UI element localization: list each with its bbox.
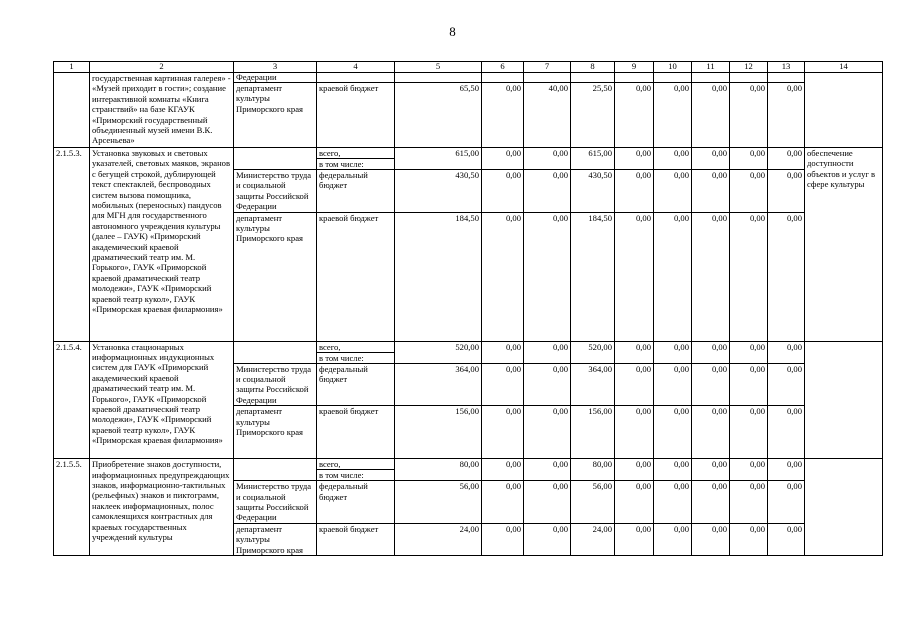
value-cell: 0,00: [768, 406, 805, 459]
page-number: 8: [449, 24, 456, 39]
column-number-row: [54, 62, 883, 73]
value-cell: 0,00: [615, 406, 654, 459]
value-cell: 0,00: [482, 341, 524, 363]
value-cell: 25,50: [571, 83, 615, 148]
value-cell: 0,00: [692, 83, 730, 148]
value-cell: [482, 73, 524, 83]
value-cell: 0,00: [654, 459, 692, 481]
value-cell: 0,00: [615, 459, 654, 481]
value-cell: 0,00: [768, 459, 805, 481]
value-cell: 0,00: [692, 363, 730, 406]
column-number-cell: 2: [90, 62, 234, 73]
table-body: [54, 62, 883, 556]
value-cell: 615,00: [395, 148, 482, 170]
value-cell: 0,00: [482, 83, 524, 148]
executor-cell: Министерство труда и социальной защиты Российской Федерации: [234, 363, 317, 406]
value-cell: 0,00: [730, 363, 768, 406]
value-cell: 0,00: [482, 406, 524, 459]
value-cell: 0,00: [524, 406, 571, 459]
value-cell: 0,00: [524, 170, 571, 213]
continuation-row: [54, 73, 883, 83]
executor-cell: Министерство труда и социальной защиты Российской Федерации: [234, 170, 317, 213]
executor-cell: [234, 459, 317, 481]
value-cell: 184,50: [571, 212, 615, 341]
value-cell: [615, 73, 654, 83]
result-cell: [805, 341, 883, 459]
value-cell: 0,00: [654, 148, 692, 170]
item-name-cell: Установка стационарных информационных индукционных систем для ГАУК «Приморский академический краевой драматический театр им. М. Горького», ГАУК «Приморской краевой драматический театр молодежи», ГАУК «Приморский краевой театр кукол», ГАУК «Приморская краевая филармония»: [90, 341, 234, 459]
value-cell: 0,00: [768, 341, 805, 363]
column-number-cell: 11: [692, 62, 730, 73]
column-number-cell: 8: [571, 62, 615, 73]
total-label-cell: всего,: [317, 341, 395, 352]
value-cell: 0,00: [730, 83, 768, 148]
value-cell: 0,00: [730, 170, 768, 213]
value-cell: 0,00: [654, 83, 692, 148]
value-cell: 0,00: [730, 459, 768, 481]
value-cell: 80,00: [395, 459, 482, 481]
value-cell: 0,00: [654, 481, 692, 524]
value-cell: 0,00: [768, 523, 805, 555]
value-cell: 430,50: [571, 170, 615, 213]
column-number-cell: 1: [54, 62, 90, 73]
value-cell: 0,00: [482, 523, 524, 555]
value-cell: 40,00: [524, 83, 571, 148]
value-cell: 0,00: [615, 523, 654, 555]
value-cell: 364,00: [395, 363, 482, 406]
value-cell: 0,00: [692, 523, 730, 555]
value-cell: 0,00: [692, 406, 730, 459]
executor-cell: департамент культуры Приморского края: [234, 523, 317, 555]
value-cell: 0,00: [768, 83, 805, 148]
item-total-row: [54, 148, 883, 159]
value-cell: 0,00: [692, 341, 730, 363]
column-number-cell: 12: [730, 62, 768, 73]
value-cell: 0,00: [482, 459, 524, 481]
value-cell: [571, 73, 615, 83]
value-cell: 156,00: [395, 406, 482, 459]
item-name-cell: Установка звуковых и световых указателей, световых маяков, экранов с бегущей строкой, дублирующей текст спектаклей, беспроводных систем вызова помощника, мобильных (переносных) пандусов для МГН для государственного автономного учреждения культуры (далее – ГАУК) «Приморский академический краевой драматический театр им. М. Горького», ГАУК «Приморской краевой драматический театр молодежи», ГАУК «Приморский краевой театр кукол», ГАУК «Приморская краевая филармония»: [90, 148, 234, 342]
value-cell: 0,00: [654, 523, 692, 555]
source-cell: федеральный бюджет: [317, 481, 395, 524]
value-cell: 0,00: [768, 212, 805, 341]
value-cell: 0,00: [692, 481, 730, 524]
executor-cell: департамент культуры Приморского края: [234, 406, 317, 459]
executor-cell: [234, 148, 317, 170]
item-code-cell: 2.1.5.3.: [54, 148, 90, 342]
value-cell: 56,00: [395, 481, 482, 524]
including-label-cell: в том числе:: [317, 159, 395, 170]
value-cell: 0,00: [730, 148, 768, 170]
value-cell: 0,00: [615, 170, 654, 213]
value-cell: 156,00: [571, 406, 615, 459]
value-cell: 24,00: [571, 523, 615, 555]
value-cell: 0,00: [482, 481, 524, 524]
value-cell: 65,50: [395, 83, 482, 148]
value-cell: 364,00: [571, 363, 615, 406]
value-cell: 0,00: [615, 363, 654, 406]
value-cell: [768, 73, 805, 83]
value-cell: 0,00: [524, 363, 571, 406]
total-label-cell: всего,: [317, 148, 395, 159]
item-code-cell: 2.1.5.5.: [54, 459, 90, 556]
result-cell: [805, 73, 883, 148]
value-cell: 0,00: [692, 459, 730, 481]
value-cell: 0,00: [768, 363, 805, 406]
executor-cell: [234, 341, 317, 363]
value-cell: 0,00: [692, 148, 730, 170]
value-cell: 0,00: [768, 148, 805, 170]
column-number-cell: 10: [654, 62, 692, 73]
value-cell: 615,00: [571, 148, 615, 170]
column-number-cell: 3: [234, 62, 317, 73]
value-cell: 184,50: [395, 212, 482, 341]
item-code-cell: 2.1.5.4.: [54, 341, 90, 459]
column-number-cell: 13: [768, 62, 805, 73]
source-cell: [317, 73, 395, 83]
value-cell: 0,00: [692, 212, 730, 341]
value-cell: 24,00: [395, 523, 482, 555]
value-cell: 0,00: [482, 363, 524, 406]
value-cell: 0,00: [482, 170, 524, 213]
item-name-cell: государственная картинная галерея» - «Музей приходит в гости»; создание интерактивной комнаты «Книга странствий» на базе КГАУК «Приморский государственный объединенный музей имени В.К. Арсеньева»: [90, 73, 234, 148]
value-cell: 0,00: [482, 212, 524, 341]
budget-table: [53, 61, 883, 556]
value-cell: 520,00: [395, 341, 482, 363]
value-cell: 430,50: [395, 170, 482, 213]
value-cell: 0,00: [730, 406, 768, 459]
value-cell: 0,00: [524, 523, 571, 555]
value-cell: 0,00: [615, 148, 654, 170]
value-cell: 0,00: [730, 523, 768, 555]
value-cell: 0,00: [692, 170, 730, 213]
column-number-cell: 9: [615, 62, 654, 73]
value-cell: 0,00: [524, 481, 571, 524]
value-cell: 0,00: [730, 341, 768, 363]
source-cell: краевой бюджет: [317, 406, 395, 459]
including-label-cell: в том числе:: [317, 352, 395, 363]
value-cell: 520,00: [571, 341, 615, 363]
result-cell: обеспечение доступности объектов и услуг в сфере культуры: [805, 148, 883, 342]
source-cell: краевой бюджет: [317, 523, 395, 555]
value-cell: 0,00: [768, 481, 805, 524]
value-cell: [395, 73, 482, 83]
item-total-row: [54, 459, 883, 470]
total-label-cell: всего,: [317, 459, 395, 470]
value-cell: [524, 73, 571, 83]
executor-cell: департамент культуры Приморского края: [234, 83, 317, 148]
value-cell: 0,00: [524, 459, 571, 481]
value-cell: 0,00: [730, 481, 768, 524]
value-cell: 0,00: [654, 212, 692, 341]
value-cell: 56,00: [571, 481, 615, 524]
source-cell: федеральный бюджет: [317, 363, 395, 406]
value-cell: 0,00: [768, 170, 805, 213]
value-cell: 80,00: [571, 459, 615, 481]
column-number-cell: 6: [482, 62, 524, 73]
executor-cell: департамент культуры Приморского края: [234, 212, 317, 341]
value-cell: 0,00: [482, 148, 524, 170]
value-cell: 0,00: [524, 341, 571, 363]
value-cell: [692, 73, 730, 83]
column-number-cell: 7: [524, 62, 571, 73]
source-cell: федеральный бюджет: [317, 170, 395, 213]
executor-cell: Министерство труда и социальной защиты Российской Федерации: [234, 481, 317, 524]
value-cell: [654, 73, 692, 83]
item-code-cell: [54, 73, 90, 148]
value-cell: 0,00: [615, 83, 654, 148]
value-cell: 0,00: [654, 341, 692, 363]
value-cell: [730, 73, 768, 83]
item-name-cell: Приобретение знаков доступности, информационных предупреждающих знаков, информационно-тактильных (рельефных) знаков и пиктограмм, наклеек информационных, полос самоклеящихся контрастных для краевых государственных учреждений культуры: [90, 459, 234, 556]
column-number-cell: 4: [317, 62, 395, 73]
value-cell: 0,00: [654, 170, 692, 213]
including-label-cell: в том числе:: [317, 470, 395, 481]
source-cell: краевой бюджет: [317, 212, 395, 341]
item-total-row: [54, 341, 883, 352]
value-cell: 0,00: [654, 406, 692, 459]
value-cell: 0,00: [654, 363, 692, 406]
column-number-cell: 5: [395, 62, 482, 73]
source-cell: краевой бюджет: [317, 83, 395, 148]
column-number-cell: 14: [805, 62, 883, 73]
value-cell: 0,00: [524, 212, 571, 341]
value-cell: 0,00: [615, 481, 654, 524]
value-cell: 0,00: [524, 148, 571, 170]
value-cell: 0,00: [730, 212, 768, 341]
value-cell: 0,00: [615, 341, 654, 363]
executor-cell: Федерации: [234, 73, 317, 83]
result-cell: [805, 459, 883, 556]
value-cell: 0,00: [615, 212, 654, 341]
